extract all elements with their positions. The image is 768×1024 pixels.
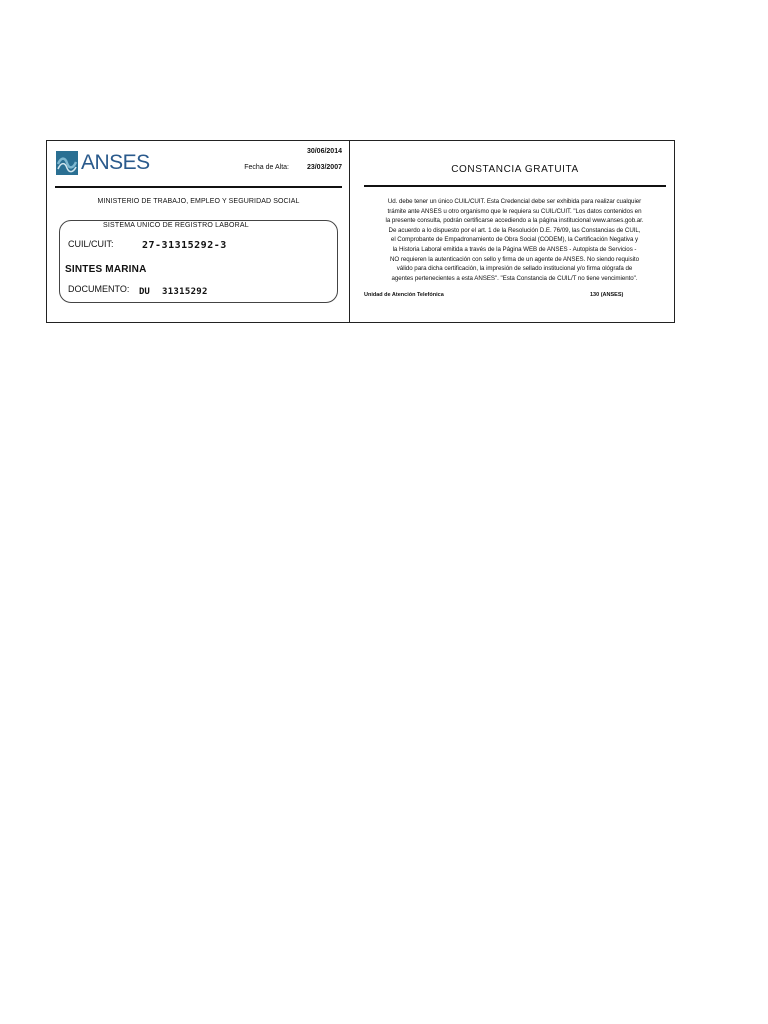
constancia-cuil-card	[46, 140, 675, 323]
alta-date: 23/03/2007	[306, 164, 342, 171]
legal-line: trámite ante ANSES u otro organismo que le requiera su CUIL/CUIT. "Los datos contenidos en	[387, 207, 642, 215]
issue-date: 30/06/2014	[306, 148, 342, 155]
legal-line: el Comprobante de Empadronamiento de Obra Social (CODEM), la Certificación Negativa y	[390, 236, 639, 244]
right-header-rule	[364, 185, 666, 187]
documento-number: 31315292	[162, 287, 208, 297]
anses-logo-text: ANSES	[81, 151, 150, 174]
constancia-title: CONSTANCIA GRATUITA	[451, 164, 579, 175]
legal-line: agentes pertenecientes a esta ANSES". "Esta Constancia de CUIL/T no tiene vencimiento".	[391, 274, 638, 282]
legal-line: De acuerdo a lo dispuesto por el art. 1 de la Resolución D.E. 76/09, las Constancias de CUIL,	[388, 226, 641, 234]
alta-label: Fecha de Alta:	[244, 164, 289, 171]
left-header-rule	[55, 186, 342, 188]
phone-value: 130 (ANSES)	[590, 292, 624, 298]
legal-line: NO requieren la autenticación con sello y firma de un agente de ANSES. No siendo requisito	[390, 255, 639, 263]
legal-line: la presente consulta, podrán certificarse accediendo a la página institucional www.anses.gob.ar.	[385, 217, 644, 225]
anses-logo	[56, 151, 150, 175]
legal-line: válido para dicha certificación, la impresión de sellado institucional y/o firma ológrafa de	[396, 265, 633, 273]
anses-logo-icon	[56, 151, 78, 175]
legal-notice	[355, 197, 674, 283]
vertical-divider	[349, 141, 350, 322]
documento-type: DU	[139, 287, 150, 297]
legal-line: Ud. debe tener un único CUIL/CUIT. Esta Credencial debe ser exhibida para realizar cualquier	[387, 198, 642, 205]
cuil-label: CUIL/CUIT:	[68, 239, 114, 249]
legal-line: la Historia Laboral emitida a través de la Página WEB de ANSES - Autopista de Servicios -	[392, 245, 637, 253]
cuil-value: 27-31315292-3	[142, 240, 227, 251]
sistema-heading: SISTEMA UNICO DE REGISTRO LABORAL	[103, 222, 249, 229]
documento-label: DOCUMENTO:	[68, 284, 130, 294]
ministerio-heading: MINISTERIO DE TRABAJO, EMPLEO Y SEGURIDAD SOCIAL	[97, 198, 300, 205]
phone-label: Unidad de Atención Telefónica	[364, 292, 444, 298]
holder-name: SINTES MARINA	[65, 264, 147, 275]
